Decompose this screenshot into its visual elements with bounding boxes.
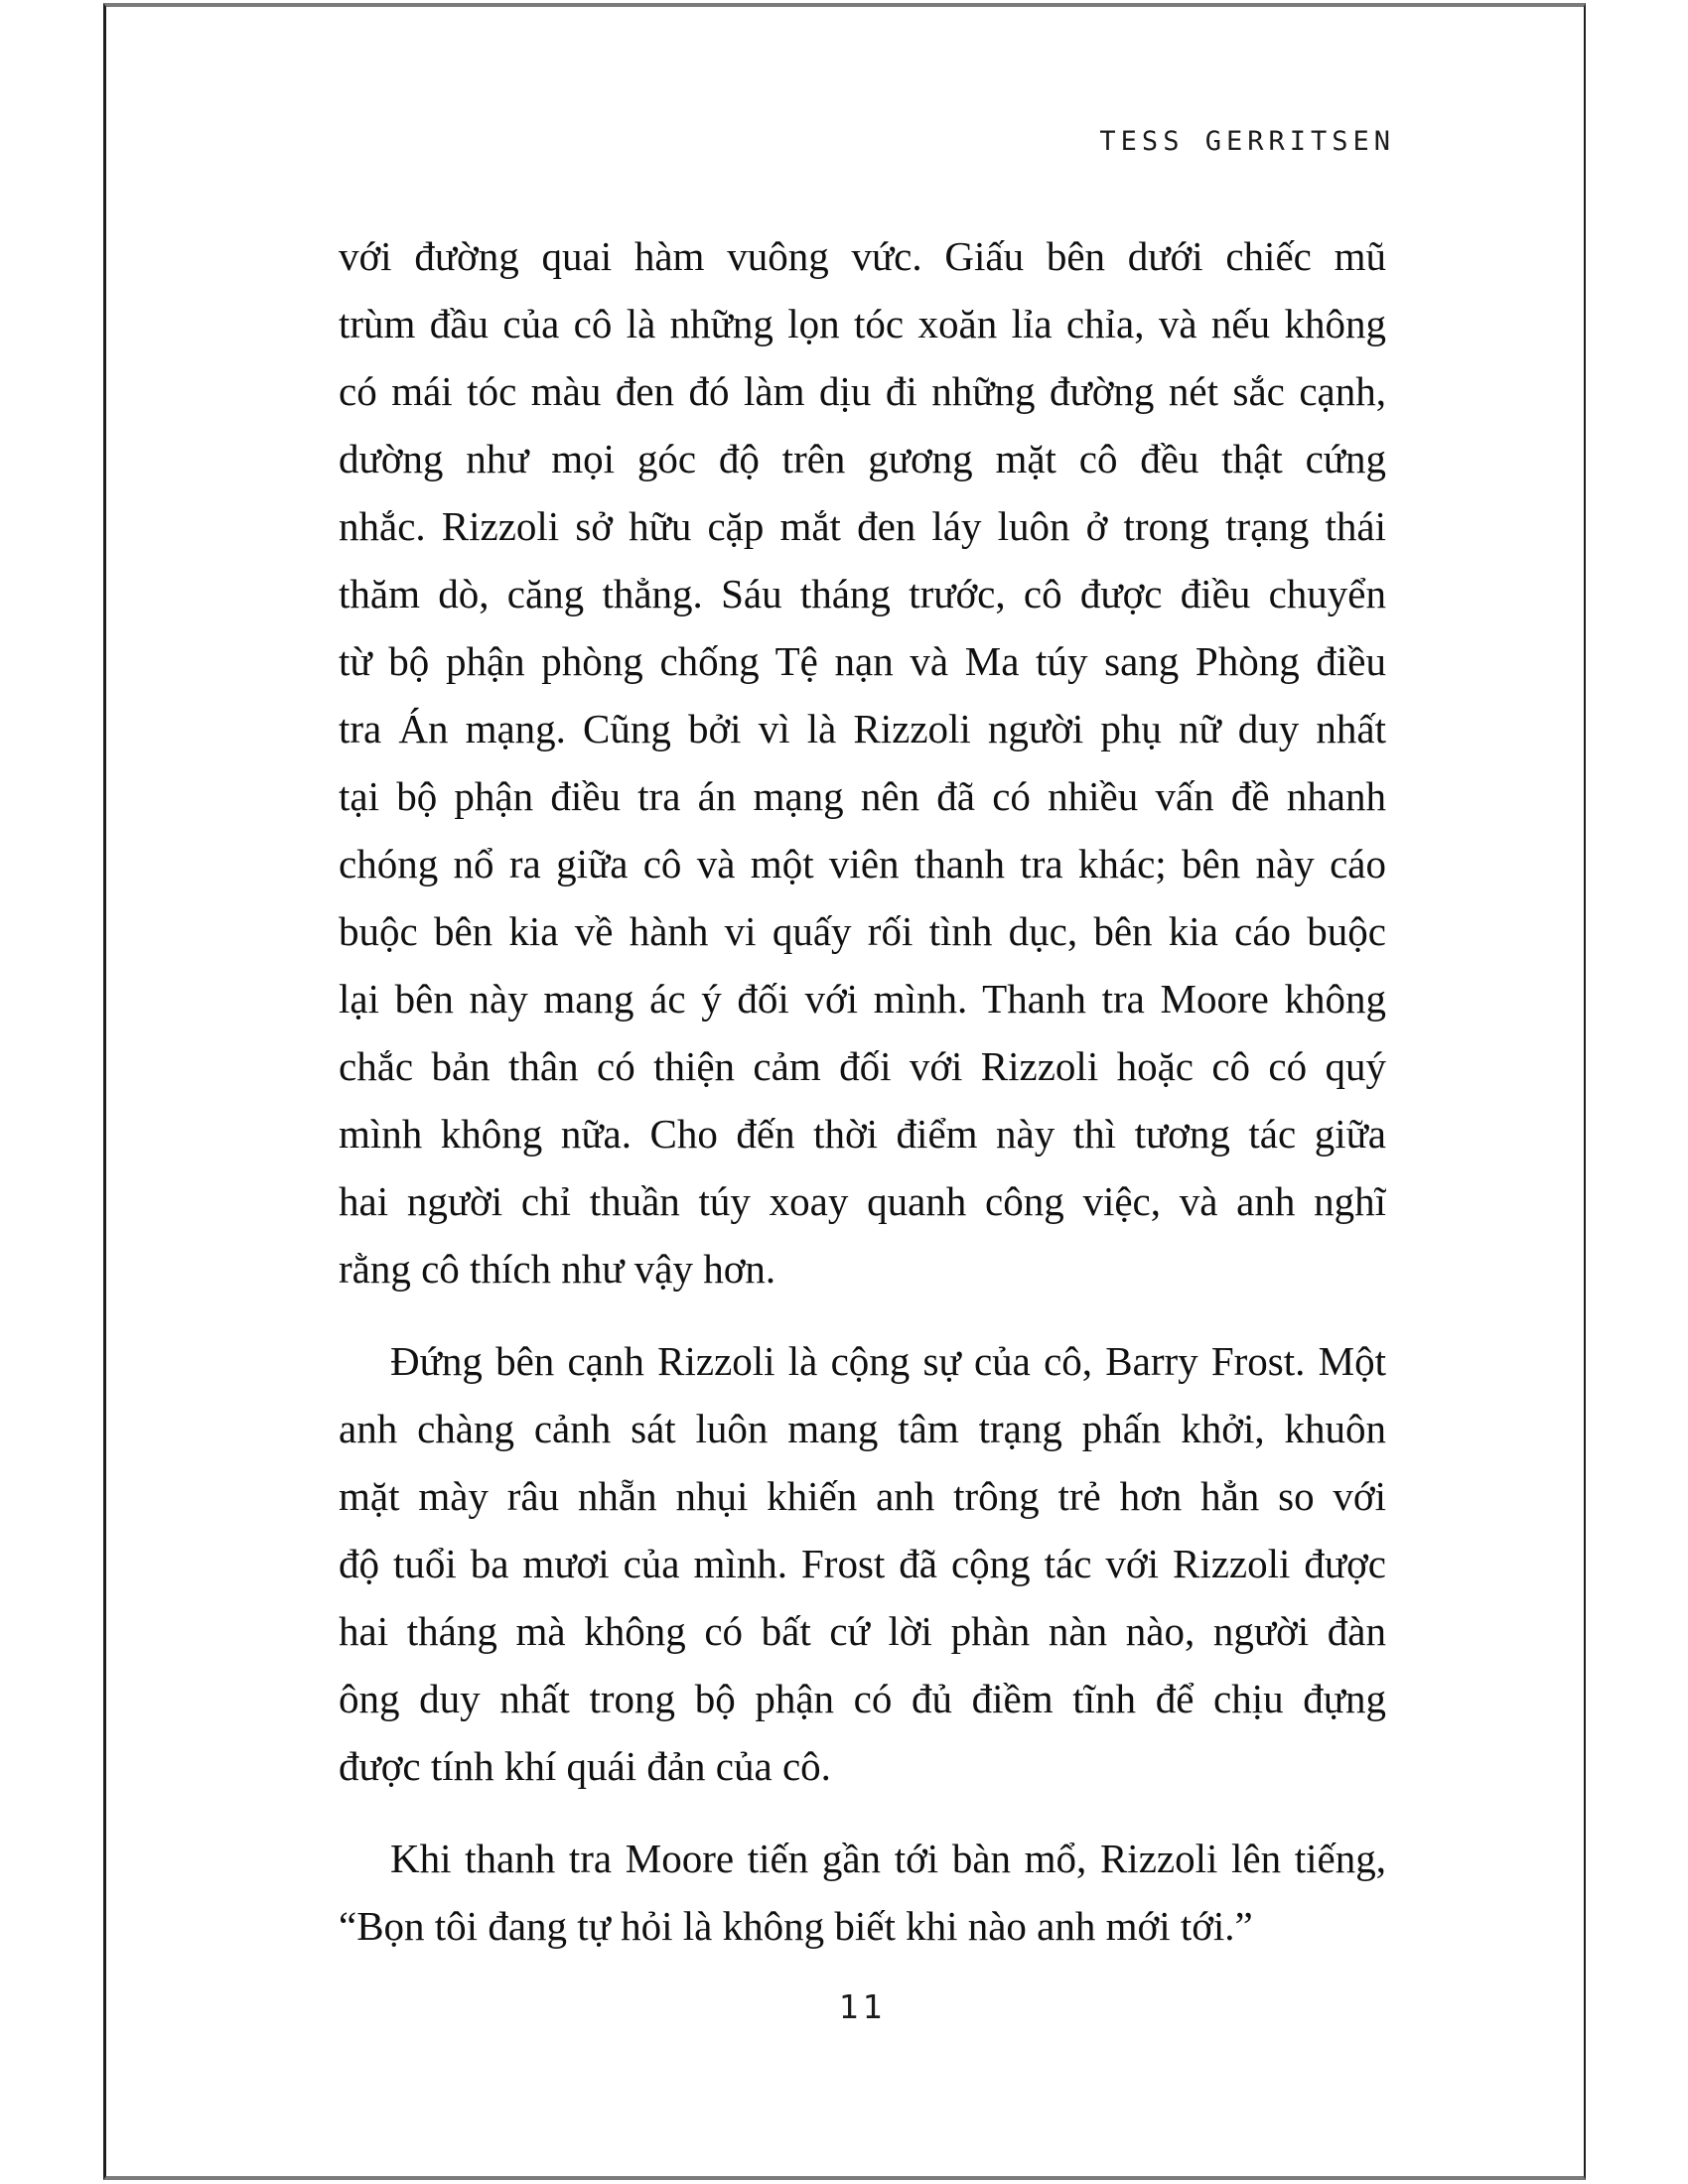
- text-line: ông duy nhất trong bộ phận có đủ điềm tĩnh để chịu đựng: [339, 1676, 1386, 1721]
- text-line: tra Án mạng. Cũng bởi vì là Rizzoli người phụ nữ duy nhất: [339, 706, 1386, 751]
- text-line: với đường quai hàm vuông vức. Giấu bên dưới chiếc mũ: [339, 233, 1386, 279]
- text-line: tại bộ phận điều tra án mạng nên đã có nhiều vấn đề nhanh: [339, 773, 1386, 819]
- text-line: từ bộ phận phòng chống Tệ nạn và Ma túy sang Phòng điều: [339, 638, 1386, 684]
- paragraph: [339, 1825, 1386, 1960]
- text-line: có mái tóc màu đen đó làm dịu đi những đường nét sắc cạnh,: [339, 368, 1386, 414]
- text-line: hai người chỉ thuần túy xoay quanh công việc, và anh nghĩ: [339, 1178, 1386, 1224]
- text-line: chóng nổ ra giữa cô và một viên thanh tra khác; bên này cáo: [339, 841, 1386, 887]
- text-line: mình không nữa. Cho đến thời điểm này thì tương tác giữa: [339, 1111, 1386, 1157]
- text-line: thăm dò, căng thẳng. Sáu tháng trước, cô được điều chuyển: [339, 571, 1386, 616]
- text-line: dường như mọi góc độ trên gương mặt cô đều thật cứng: [339, 436, 1386, 481]
- text-line: buộc bên kia về hành vi quấy rối tình dục, bên kia cáo buộc: [339, 908, 1386, 954]
- book-page: [103, 3, 1586, 2180]
- text-line: Đứng bên cạnh Rizzoli là cộng sự của cô, Barry Frost. Một: [390, 1338, 1386, 1384]
- text-line: chắc bản thân có thiện cảm đối với Rizzoli hoặc cô có quý: [339, 1043, 1386, 1089]
- paragraph: [339, 222, 1386, 1302]
- text-line: Khi thanh tra Moore tiến gần tới bàn mổ, Rizzoli lên tiếng,: [390, 1836, 1386, 1881]
- text-line: hai tháng mà không có bất cứ lời phàn nàn nào, người đàn: [339, 1608, 1386, 1654]
- text-line: trùm đầu của cô là những lọn tóc xoăn lỉa chỉa, và nếu không: [339, 301, 1386, 346]
- text-line: được tính khí quái đản của cô.: [339, 1743, 831, 1789]
- paragraph: [339, 1327, 1386, 1800]
- text-block: [339, 222, 1386, 1984]
- text-line: mặt mày râu nhẵn nhụi khiến anh trông trẻ hơn hẳn so với: [339, 1473, 1386, 1519]
- text-line: lại bên này mang ác ý đối với mình. Thanh tra Moore không: [339, 976, 1386, 1022]
- text-line: anh chàng cảnh sát luôn mang tâm trạng phấn khởi, khuôn: [339, 1406, 1386, 1451]
- text-line: rằng cô thích như vậy hơn.: [339, 1246, 776, 1292]
- running-header: TESS GERRITSEN: [1099, 126, 1395, 157]
- text-line: độ tuổi ba mươi của mình. Frost đã cộng tác với Rizzoli được: [339, 1541, 1386, 1586]
- text-line: nhắc. Rizzoli sở hữu cặp mắt đen láy luôn ở trong trạng thái: [339, 503, 1386, 549]
- text-line: “Bọn tôi đang tự hỏi là không biết khi nào anh mới tới.”: [339, 1903, 1253, 1949]
- page-number: 11: [838, 1987, 887, 2026]
